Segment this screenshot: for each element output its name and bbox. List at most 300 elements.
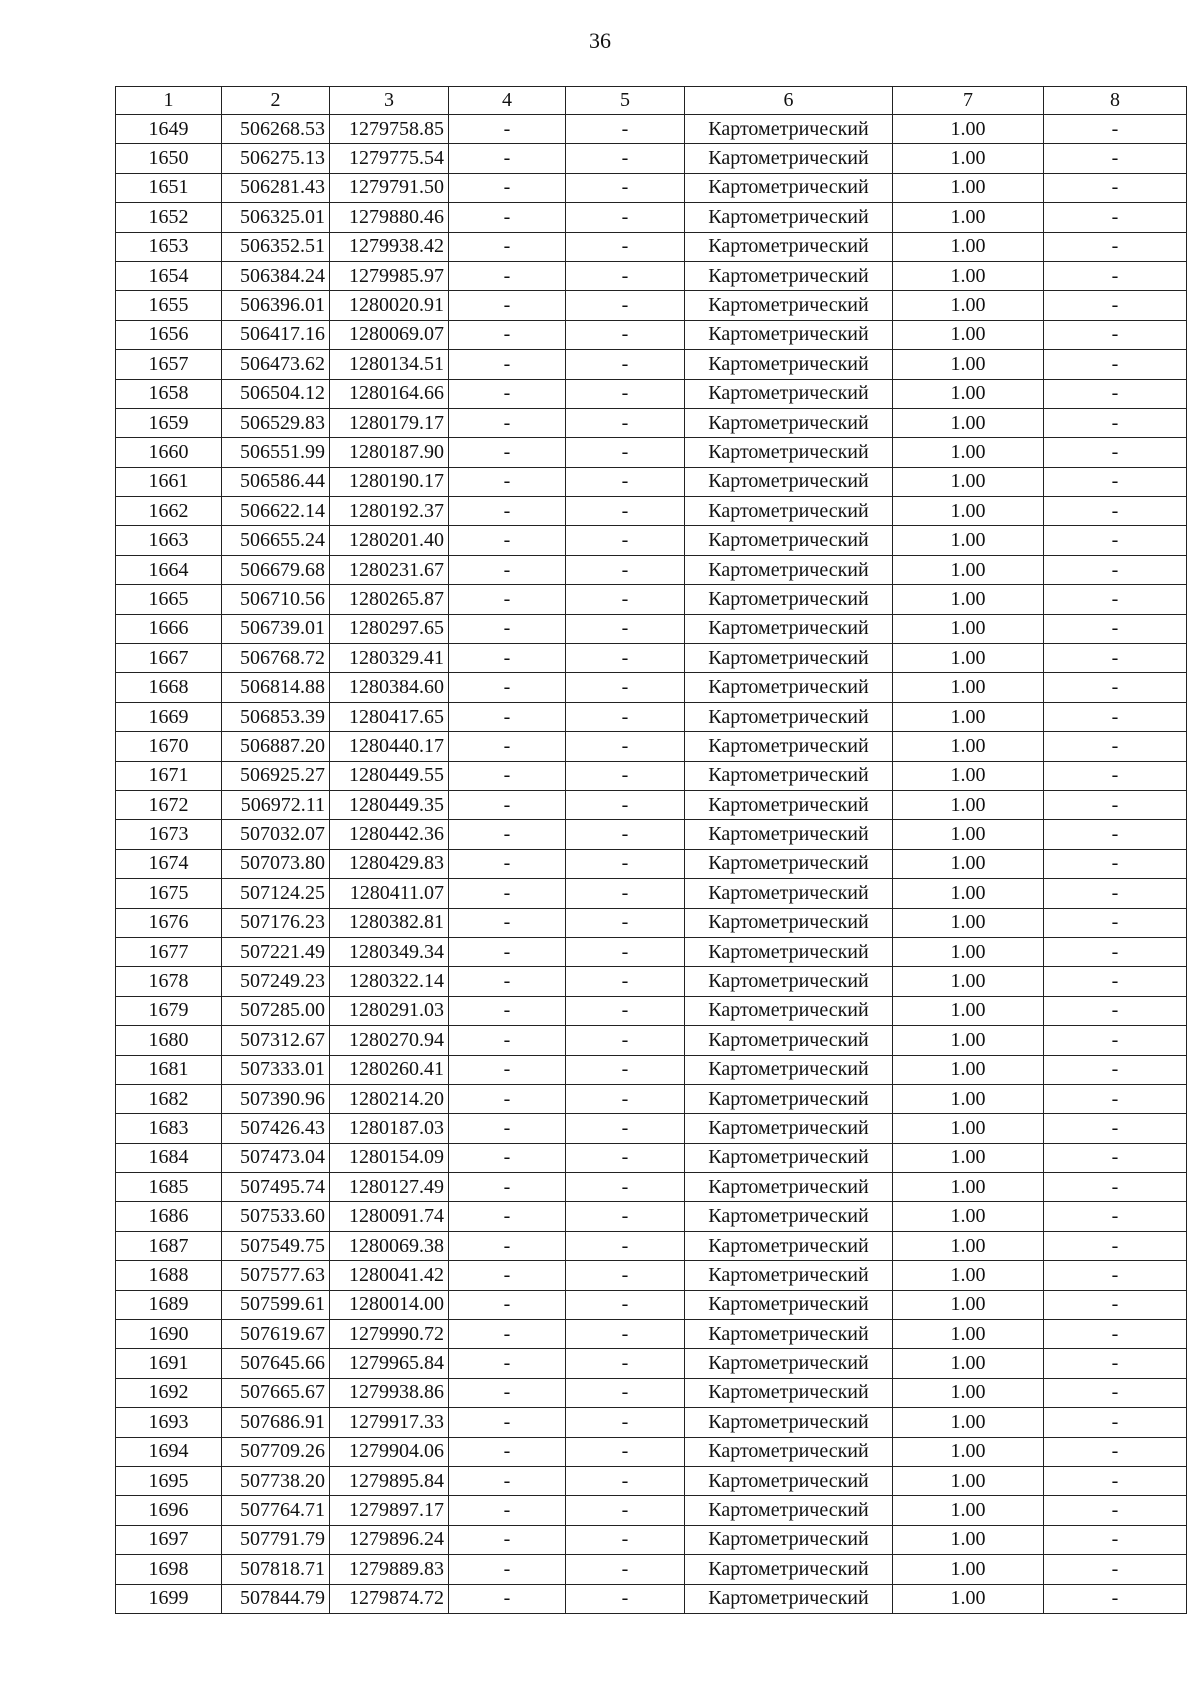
cell-col-8-value: - [1044,673,1187,702]
table-row [116,967,1187,996]
cell-method: Картометрический [685,1026,893,1055]
cell-point-number: 1660 [116,438,222,467]
cell-col-4-value: - [449,291,566,320]
cell-x-coordinate: 506281.43 [222,173,330,202]
cell-point-number: 1693 [116,1408,222,1437]
cell-x-coordinate: 507686.91 [222,1408,330,1437]
table-row [116,673,1187,702]
cell-col-5-value: - [566,937,685,966]
header-row [116,87,1187,115]
cell-method: Картометрический [685,937,893,966]
cell-col-4-value: - [449,173,566,202]
cell-point-number: 1692 [116,1378,222,1407]
cell-accuracy: 1.00 [893,790,1044,819]
cell-accuracy: 1.00 [893,261,1044,290]
cell-col-4-value: - [449,438,566,467]
cell-method: Картометрический [685,232,893,261]
table-row [116,467,1187,496]
cell-y-coordinate: 1280449.35 [330,790,449,819]
cell-accuracy: 1.00 [893,1466,1044,1495]
cell-point-number: 1673 [116,820,222,849]
cell-col-4-value: - [449,144,566,173]
cell-point-number: 1682 [116,1084,222,1113]
cell-point-number: 1690 [116,1320,222,1349]
table-row [116,438,1187,467]
cell-x-coordinate: 506352.51 [222,232,330,261]
cell-y-coordinate: 1279965.84 [330,1349,449,1378]
cell-col-8-value: - [1044,732,1187,761]
table-row [116,261,1187,290]
cell-point-number: 1677 [116,937,222,966]
table-row [116,1408,1187,1437]
cell-y-coordinate: 1279896.24 [330,1525,449,1554]
cell-col-8-value: - [1044,1408,1187,1437]
cell-col-4-value: - [449,467,566,496]
cell-method: Картометрический [685,644,893,673]
cell-accuracy: 1.00 [893,1143,1044,1172]
cell-x-coordinate: 507124.25 [222,879,330,908]
cell-col-4-value: - [449,1231,566,1260]
cell-x-coordinate: 507764.71 [222,1496,330,1525]
cell-col-4-value: - [449,585,566,614]
cell-point-number: 1684 [116,1143,222,1172]
cell-col-4-value: - [449,761,566,790]
cell-point-number: 1652 [116,203,222,232]
column-header-4: 4 [449,87,566,115]
cell-col-5-value: - [566,144,685,173]
table-row [116,644,1187,673]
cell-col-5-value: - [566,790,685,819]
cell-accuracy: 1.00 [893,1290,1044,1319]
cell-x-coordinate: 506710.56 [222,585,330,614]
cell-col-5-value: - [566,1026,685,1055]
cell-col-5-value: - [566,438,685,467]
cell-accuracy: 1.00 [893,761,1044,790]
cell-y-coordinate: 1280231.67 [330,555,449,584]
cell-point-number: 1688 [116,1261,222,1290]
table-row [116,173,1187,202]
cell-point-number: 1674 [116,849,222,878]
cell-y-coordinate: 1279880.46 [330,203,449,232]
cell-col-8-value: - [1044,644,1187,673]
cell-x-coordinate: 507533.60 [222,1202,330,1231]
cell-accuracy: 1.00 [893,115,1044,144]
cell-y-coordinate: 1279791.50 [330,173,449,202]
table-row [116,1378,1187,1407]
cell-col-5-value: - [566,1173,685,1202]
table-row [116,1496,1187,1525]
cell-col-5-value: - [566,1525,685,1554]
cell-col-4-value: - [449,1143,566,1172]
cell-col-4-value: - [449,1408,566,1437]
cell-method: Картометрический [685,702,893,731]
cell-y-coordinate: 1280134.51 [330,350,449,379]
cell-col-5-value: - [566,1320,685,1349]
cell-accuracy: 1.00 [893,1320,1044,1349]
cell-point-number: 1662 [116,497,222,526]
cell-point-number: 1699 [116,1584,222,1613]
cell-col-4-value: - [449,1349,566,1378]
cell-accuracy: 1.00 [893,320,1044,349]
cell-col-4-value: - [449,967,566,996]
cell-x-coordinate: 506384.24 [222,261,330,290]
table-row [116,790,1187,819]
cell-accuracy: 1.00 [893,1584,1044,1613]
cell-col-8-value: - [1044,614,1187,643]
cell-col-4-value: - [449,1437,566,1466]
cell-point-number: 1683 [116,1114,222,1143]
cell-method: Картометрический [685,1525,893,1554]
cell-accuracy: 1.00 [893,232,1044,261]
coordinates-table [115,86,1187,1614]
cell-y-coordinate: 1279775.54 [330,144,449,173]
table-row [116,408,1187,437]
cell-col-8-value: - [1044,937,1187,966]
table-row [116,585,1187,614]
cell-col-4-value: - [449,849,566,878]
table-row [116,1202,1187,1231]
cell-x-coordinate: 506473.62 [222,350,330,379]
cell-col-8-value: - [1044,1320,1187,1349]
cell-x-coordinate: 507599.61 [222,1290,330,1319]
column-header-3: 3 [330,87,449,115]
cell-col-5-value: - [566,408,685,437]
cell-col-4-value: - [449,261,566,290]
cell-x-coordinate: 506814.88 [222,673,330,702]
table-row [116,1555,1187,1584]
cell-point-number: 1685 [116,1173,222,1202]
cell-col-4-value: - [449,408,566,437]
cell-col-8-value: - [1044,1555,1187,1584]
cell-y-coordinate: 1280154.09 [330,1143,449,1172]
table-row [116,879,1187,908]
cell-x-coordinate: 507844.79 [222,1584,330,1613]
cell-col-4-value: - [449,1055,566,1084]
cell-point-number: 1671 [116,761,222,790]
cell-method: Картометрический [685,996,893,1025]
cell-y-coordinate: 1280201.40 [330,526,449,555]
cell-accuracy: 1.00 [893,408,1044,437]
cell-y-coordinate: 1280449.55 [330,761,449,790]
cell-accuracy: 1.00 [893,732,1044,761]
cell-y-coordinate: 1280127.49 [330,1173,449,1202]
cell-col-4-value: - [449,1555,566,1584]
cell-method: Картометрический [685,1555,893,1584]
cell-method: Картометрический [685,1084,893,1113]
cell-y-coordinate: 1280164.66 [330,379,449,408]
cell-x-coordinate: 506925.27 [222,761,330,790]
column-header-6: 6 [685,87,893,115]
table-row [116,1026,1187,1055]
cell-col-8-value: - [1044,820,1187,849]
cell-y-coordinate: 1280091.74 [330,1202,449,1231]
cell-y-coordinate: 1280069.38 [330,1231,449,1260]
cell-method: Картометрический [685,173,893,202]
cell-point-number: 1649 [116,115,222,144]
cell-y-coordinate: 1279897.17 [330,1496,449,1525]
cell-col-8-value: - [1044,1584,1187,1613]
cell-accuracy: 1.00 [893,350,1044,379]
cell-col-5-value: - [566,1114,685,1143]
cell-col-8-value: - [1044,967,1187,996]
table-row [116,1261,1187,1290]
cell-col-4-value: - [449,1466,566,1495]
cell-col-4-value: - [449,820,566,849]
table-row [116,1320,1187,1349]
cell-x-coordinate: 507312.67 [222,1026,330,1055]
cell-method: Картометрический [685,732,893,761]
cell-method: Картометрический [685,1261,893,1290]
cell-col-8-value: - [1044,1378,1187,1407]
cell-point-number: 1676 [116,908,222,937]
table-row [116,849,1187,878]
cell-method: Картометрический [685,614,893,643]
cell-point-number: 1679 [116,996,222,1025]
cell-method: Картометрический [685,1496,893,1525]
cell-x-coordinate: 506768.72 [222,644,330,673]
cell-x-coordinate: 507426.43 [222,1114,330,1143]
cell-col-5-value: - [566,555,685,584]
cell-point-number: 1655 [116,291,222,320]
cell-point-number: 1687 [116,1231,222,1260]
cell-point-number: 1650 [116,144,222,173]
cell-col-5-value: - [566,291,685,320]
cell-col-4-value: - [449,996,566,1025]
cell-col-4-value: - [449,350,566,379]
cell-method: Картометрический [685,908,893,937]
cell-col-5-value: - [566,1555,685,1584]
cell-x-coordinate: 506887.20 [222,732,330,761]
cell-y-coordinate: 1279938.86 [330,1378,449,1407]
cell-method: Картометрический [685,585,893,614]
cell-col-5-value: - [566,1261,685,1290]
cell-y-coordinate: 1280329.41 [330,644,449,673]
cell-col-4-value: - [449,1320,566,1349]
cell-point-number: 1696 [116,1496,222,1525]
cell-col-5-value: - [566,1437,685,1466]
cell-point-number: 1661 [116,467,222,496]
cell-col-8-value: - [1044,849,1187,878]
cell-col-8-value: - [1044,438,1187,467]
cell-col-5-value: - [566,1466,685,1495]
cell-accuracy: 1.00 [893,1437,1044,1466]
cell-accuracy: 1.00 [893,1084,1044,1113]
cell-x-coordinate: 507473.04 [222,1143,330,1172]
cell-method: Картометрический [685,291,893,320]
cell-col-5-value: - [566,261,685,290]
cell-col-5-value: - [566,967,685,996]
cell-col-5-value: - [566,1290,685,1319]
cell-x-coordinate: 507221.49 [222,937,330,966]
cell-point-number: 1658 [116,379,222,408]
table-row [116,320,1187,349]
cell-col-5-value: - [566,1496,685,1525]
cell-col-4-value: - [449,614,566,643]
cell-y-coordinate: 1280440.17 [330,732,449,761]
cell-col-8-value: - [1044,497,1187,526]
table-row [116,1525,1187,1554]
cell-point-number: 1698 [116,1555,222,1584]
cell-y-coordinate: 1280260.41 [330,1055,449,1084]
table-row [116,1143,1187,1172]
cell-method: Картометрический [685,497,893,526]
cell-accuracy: 1.00 [893,1231,1044,1260]
cell-x-coordinate: 507645.66 [222,1349,330,1378]
cell-y-coordinate: 1280411.07 [330,879,449,908]
cell-col-5-value: - [566,1408,685,1437]
cell-col-4-value: - [449,232,566,261]
cell-col-5-value: - [566,320,685,349]
cell-accuracy: 1.00 [893,379,1044,408]
table-row [116,203,1187,232]
cell-col-5-value: - [566,673,685,702]
cell-method: Картометрический [685,849,893,878]
cell-col-8-value: - [1044,702,1187,731]
table-row [116,291,1187,320]
cell-col-8-value: - [1044,232,1187,261]
cell-col-5-value: - [566,1143,685,1172]
cell-point-number: 1656 [116,320,222,349]
cell-col-8-value: - [1044,1173,1187,1202]
cell-col-5-value: - [566,115,685,144]
cell-accuracy: 1.00 [893,1173,1044,1202]
cell-accuracy: 1.00 [893,1378,1044,1407]
table-row [116,1173,1187,1202]
table-row [116,1290,1187,1319]
table-row [116,379,1187,408]
table-row [116,1231,1187,1260]
cell-accuracy: 1.00 [893,1114,1044,1143]
cell-accuracy: 1.00 [893,820,1044,849]
cell-point-number: 1665 [116,585,222,614]
cell-col-5-value: - [566,467,685,496]
cell-point-number: 1669 [116,702,222,731]
cell-col-5-value: - [566,1084,685,1113]
cell-point-number: 1659 [116,408,222,437]
cell-y-coordinate: 1279874.72 [330,1584,449,1613]
cell-y-coordinate: 1280192.37 [330,497,449,526]
cell-accuracy: 1.00 [893,1261,1044,1290]
cell-method: Картометрический [685,1173,893,1202]
cell-col-8-value: - [1044,996,1187,1025]
cell-x-coordinate: 506972.11 [222,790,330,819]
cell-x-coordinate: 506396.01 [222,291,330,320]
cell-method: Картометрический [685,261,893,290]
cell-method: Картометрический [685,1466,893,1495]
cell-x-coordinate: 506417.16 [222,320,330,349]
cell-x-coordinate: 507709.26 [222,1437,330,1466]
cell-x-coordinate: 506504.12 [222,379,330,408]
cell-col-8-value: - [1044,408,1187,437]
cell-method: Картометрический [685,1349,893,1378]
cell-x-coordinate: 506586.44 [222,467,330,496]
cell-x-coordinate: 506268.53 [222,115,330,144]
cell-point-number: 1654 [116,261,222,290]
cell-accuracy: 1.00 [893,585,1044,614]
cell-col-4-value: - [449,879,566,908]
cell-col-4-value: - [449,115,566,144]
cell-method: Картометрический [685,438,893,467]
cell-accuracy: 1.00 [893,1055,1044,1084]
cell-col-8-value: - [1044,115,1187,144]
cell-x-coordinate: 507032.07 [222,820,330,849]
cell-point-number: 1663 [116,526,222,555]
column-header-5: 5 [566,87,685,115]
cell-y-coordinate: 1280041.42 [330,1261,449,1290]
cell-col-5-value: - [566,614,685,643]
cell-col-8-value: - [1044,1026,1187,1055]
cell-col-8-value: - [1044,320,1187,349]
cell-accuracy: 1.00 [893,1555,1044,1584]
table-row [116,614,1187,643]
cell-y-coordinate: 1279758.85 [330,115,449,144]
cell-method: Картометрический [685,790,893,819]
cell-col-8-value: - [1044,908,1187,937]
cell-col-8-value: - [1044,526,1187,555]
table-row [116,350,1187,379]
table-row [116,1466,1187,1495]
cell-x-coordinate: 507495.74 [222,1173,330,1202]
cell-col-8-value: - [1044,1143,1187,1172]
cell-accuracy: 1.00 [893,967,1044,996]
cell-y-coordinate: 1280187.03 [330,1114,449,1143]
cell-y-coordinate: 1280291.03 [330,996,449,1025]
cell-y-coordinate: 1279990.72 [330,1320,449,1349]
column-header-2: 2 [222,87,330,115]
cell-col-5-value: - [566,379,685,408]
cell-y-coordinate: 1280265.87 [330,585,449,614]
table-row [116,908,1187,937]
cell-y-coordinate: 1280349.34 [330,937,449,966]
cell-point-number: 1680 [116,1026,222,1055]
cell-col-4-value: - [449,1084,566,1113]
cell-col-5-value: - [566,644,685,673]
cell-x-coordinate: 507333.01 [222,1055,330,1084]
cell-accuracy: 1.00 [893,1525,1044,1554]
cell-col-5-value: - [566,908,685,937]
cell-col-8-value: - [1044,585,1187,614]
cell-y-coordinate: 1280190.17 [330,467,449,496]
cell-col-8-value: - [1044,555,1187,584]
table-row [116,1584,1187,1613]
cell-point-number: 1653 [116,232,222,261]
table-row [116,232,1187,261]
cell-y-coordinate: 1280384.60 [330,673,449,702]
cell-method: Картометрический [685,408,893,437]
cell-col-5-value: - [566,761,685,790]
cell-accuracy: 1.00 [893,291,1044,320]
cell-point-number: 1664 [116,555,222,584]
cell-accuracy: 1.00 [893,173,1044,202]
cell-x-coordinate: 506551.99 [222,438,330,467]
cell-method: Картометрический [685,879,893,908]
cell-point-number: 1670 [116,732,222,761]
cell-col-8-value: - [1044,1496,1187,1525]
cell-point-number: 1689 [116,1290,222,1319]
cell-method: Картометрический [685,320,893,349]
cell-x-coordinate: 506622.14 [222,497,330,526]
table-row [116,1084,1187,1113]
cell-col-8-value: - [1044,761,1187,790]
cell-col-4-value: - [449,320,566,349]
cell-y-coordinate: 1280442.36 [330,820,449,849]
cell-y-coordinate: 1279938.42 [330,232,449,261]
cell-col-5-value: - [566,585,685,614]
cell-method: Картометрический [685,1231,893,1260]
cell-col-4-value: - [449,497,566,526]
cell-accuracy: 1.00 [893,467,1044,496]
cell-x-coordinate: 507738.20 [222,1466,330,1495]
